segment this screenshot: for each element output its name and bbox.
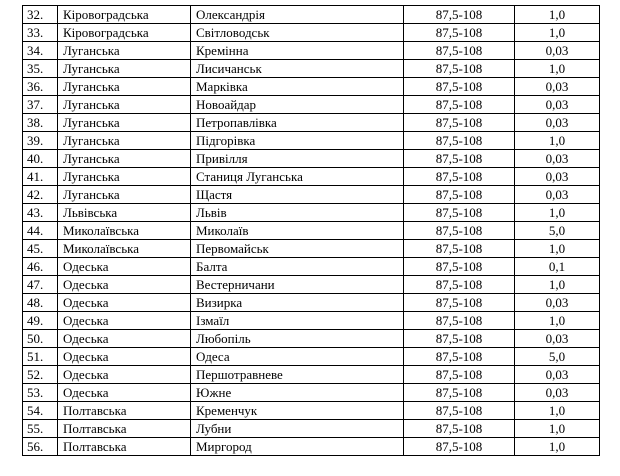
power-cell: 5,0: [515, 348, 600, 366]
region-cell: Львівська: [58, 204, 191, 222]
row-number-cell: 34.: [23, 42, 58, 60]
table-row: [23, 150, 600, 168]
region-cell: Одеська: [58, 312, 191, 330]
region-cell: Кіровоградська: [58, 24, 191, 42]
city-cell: Привілля: [191, 150, 404, 168]
row-number-cell: 52.: [23, 366, 58, 384]
power-cell: 1,0: [515, 420, 600, 438]
frequency-range-cell: 87,5-108: [404, 96, 515, 114]
city-cell: Миколаїв: [191, 222, 404, 240]
power-cell: 1,0: [515, 24, 600, 42]
power-cell: 1,0: [515, 6, 600, 24]
region-cell: Миколаївська: [58, 240, 191, 258]
frequency-range-cell: 87,5-108: [404, 384, 515, 402]
table-row: [23, 384, 600, 402]
row-number-cell: 32.: [23, 6, 58, 24]
power-cell: 1,0: [515, 132, 600, 150]
table-row: [23, 312, 600, 330]
city-cell: Балта: [191, 258, 404, 276]
city-cell: Южне: [191, 384, 404, 402]
row-number-cell: 35.: [23, 60, 58, 78]
table-row: [23, 402, 600, 420]
region-cell: Полтавська: [58, 438, 191, 456]
frequency-range-cell: 87,5-108: [404, 438, 515, 456]
table-row: [23, 6, 600, 24]
table-row: [23, 330, 600, 348]
region-cell: Полтавська: [58, 402, 191, 420]
power-cell: 1,0: [515, 60, 600, 78]
table-row: [23, 240, 600, 258]
city-cell: Марківка: [191, 78, 404, 96]
table-row: [23, 96, 600, 114]
table-row: [23, 366, 600, 384]
city-cell: Первомайськ: [191, 240, 404, 258]
frequency-range-cell: 87,5-108: [404, 168, 515, 186]
power-cell: 0,03: [515, 42, 600, 60]
frequency-range-cell: 87,5-108: [404, 42, 515, 60]
power-cell: 1,0: [515, 402, 600, 420]
city-cell: Підгорівка: [191, 132, 404, 150]
row-number-cell: 39.: [23, 132, 58, 150]
frequency-range-cell: 87,5-108: [404, 294, 515, 312]
frequency-range-cell: 87,5-108: [404, 402, 515, 420]
city-cell: Львів: [191, 204, 404, 222]
city-cell: Визирка: [191, 294, 404, 312]
frequency-range-cell: 87,5-108: [404, 150, 515, 168]
row-number-cell: 53.: [23, 384, 58, 402]
region-cell: Луганська: [58, 78, 191, 96]
power-cell: 0,03: [515, 150, 600, 168]
table-row: [23, 294, 600, 312]
frequency-range-cell: 87,5-108: [404, 78, 515, 96]
frequency-range-cell: 87,5-108: [404, 366, 515, 384]
region-cell: Одеська: [58, 258, 191, 276]
table-row: [23, 168, 600, 186]
frequency-range-cell: 87,5-108: [404, 114, 515, 132]
city-cell: Кремінна: [191, 42, 404, 60]
power-cell: 1,0: [515, 438, 600, 456]
region-cell: Миколаївська: [58, 222, 191, 240]
row-number-cell: 33.: [23, 24, 58, 42]
table-row: [23, 222, 600, 240]
power-cell: 0,03: [515, 78, 600, 96]
frequency-range-cell: 87,5-108: [404, 240, 515, 258]
city-cell: Миргород: [191, 438, 404, 456]
region-cell: Луганська: [58, 114, 191, 132]
city-cell: Лубни: [191, 420, 404, 438]
power-cell: 1,0: [515, 312, 600, 330]
region-cell: Одеська: [58, 294, 191, 312]
power-cell: 0,03: [515, 330, 600, 348]
power-cell: 0,03: [515, 96, 600, 114]
table-row: [23, 24, 600, 42]
region-cell: Луганська: [58, 168, 191, 186]
row-number-cell: 43.: [23, 204, 58, 222]
frequency-range-cell: 87,5-108: [404, 24, 515, 42]
frequency-range-cell: 87,5-108: [404, 60, 515, 78]
row-number-cell: 47.: [23, 276, 58, 294]
table-body: [23, 6, 600, 456]
table-row: [23, 438, 600, 456]
city-cell: Першотравневе: [191, 366, 404, 384]
city-cell: Любопіль: [191, 330, 404, 348]
frequency-range-cell: 87,5-108: [404, 420, 515, 438]
row-number-cell: 49.: [23, 312, 58, 330]
power-cell: 1,0: [515, 240, 600, 258]
city-cell: Ізмаїл: [191, 312, 404, 330]
city-cell: Новоайдар: [191, 96, 404, 114]
table-row: [23, 114, 600, 132]
table-row: [23, 186, 600, 204]
city-cell: Кременчук: [191, 402, 404, 420]
row-number-cell: 38.: [23, 114, 58, 132]
row-number-cell: 40.: [23, 150, 58, 168]
power-cell: 1,0: [515, 276, 600, 294]
power-cell: 1,0: [515, 204, 600, 222]
region-cell: Одеська: [58, 348, 191, 366]
city-cell: Одеса: [191, 348, 404, 366]
table-row: [23, 60, 600, 78]
city-cell: Щастя: [191, 186, 404, 204]
frequency-range-cell: 87,5-108: [404, 258, 515, 276]
table-row: [23, 348, 600, 366]
frequency-range-cell: 87,5-108: [404, 330, 515, 348]
region-cell: Кіровоградська: [58, 6, 191, 24]
region-cell: Луганська: [58, 60, 191, 78]
region-cell: Одеська: [58, 366, 191, 384]
row-number-cell: 51.: [23, 348, 58, 366]
row-number-cell: 44.: [23, 222, 58, 240]
row-number-cell: 42.: [23, 186, 58, 204]
region-cell: Одеська: [58, 276, 191, 294]
frequency-range-cell: 87,5-108: [404, 312, 515, 330]
row-number-cell: 36.: [23, 78, 58, 96]
frequency-range-cell: 87,5-108: [404, 132, 515, 150]
frequency-range-cell: 87,5-108: [404, 222, 515, 240]
row-number-cell: 41.: [23, 168, 58, 186]
table-row: [23, 78, 600, 96]
row-number-cell: 55.: [23, 420, 58, 438]
row-number-cell: 37.: [23, 96, 58, 114]
frequency-range-cell: 87,5-108: [404, 6, 515, 24]
power-cell: 0,03: [515, 294, 600, 312]
row-number-cell: 56.: [23, 438, 58, 456]
region-cell: Луганська: [58, 186, 191, 204]
table-row: [23, 204, 600, 222]
frequency-range-cell: 87,5-108: [404, 276, 515, 294]
frequency-range-cell: 87,5-108: [404, 186, 515, 204]
region-cell: Луганська: [58, 96, 191, 114]
power-cell: 0,03: [515, 384, 600, 402]
region-cell: Луганська: [58, 150, 191, 168]
city-cell: Олександрія: [191, 6, 404, 24]
row-number-cell: 48.: [23, 294, 58, 312]
power-cell: 0,03: [515, 186, 600, 204]
power-cell: 0,03: [515, 114, 600, 132]
region-cell: Луганська: [58, 42, 191, 60]
row-number-cell: 45.: [23, 240, 58, 258]
city-cell: Станиця Луганська: [191, 168, 404, 186]
power-cell: 0,03: [515, 168, 600, 186]
city-cell: Лисичанськ: [191, 60, 404, 78]
table-row: [23, 420, 600, 438]
power-cell: 0,03: [515, 366, 600, 384]
region-cell: Одеська: [58, 384, 191, 402]
frequency-range-cell: 87,5-108: [404, 204, 515, 222]
city-cell: Вестерничани: [191, 276, 404, 294]
power-cell: 5,0: [515, 222, 600, 240]
row-number-cell: 46.: [23, 258, 58, 276]
table-row: [23, 42, 600, 60]
city-cell: Світловодськ: [191, 24, 404, 42]
table-row: [23, 276, 600, 294]
power-cell: 0,1: [515, 258, 600, 276]
frequency-range-cell: 87,5-108: [404, 348, 515, 366]
table-row: [23, 258, 600, 276]
row-number-cell: 54.: [23, 402, 58, 420]
region-cell: Луганська: [58, 132, 191, 150]
region-cell: Полтавська: [58, 420, 191, 438]
region-cell: Одеська: [58, 330, 191, 348]
row-number-cell: 50.: [23, 330, 58, 348]
frequency-table: [22, 5, 600, 456]
city-cell: Петропавлівка: [191, 114, 404, 132]
table-row: [23, 132, 600, 150]
